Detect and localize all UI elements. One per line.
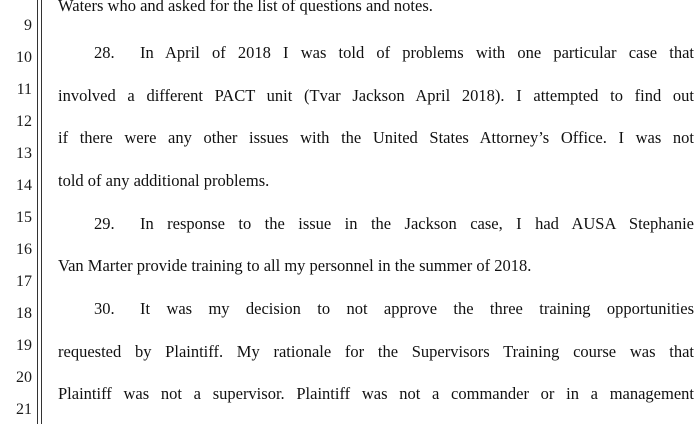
paragraph-30-first-line [58, 299, 694, 319]
margin-rule-inner [41, 0, 42, 424]
body-text-line: if there were any other issues with the United States Attorney’s Office. I was not [58, 128, 694, 147]
body-text-line: Plaintiff was not a supervisor. Plaintiff was not a commander or in a management [58, 384, 694, 403]
line-number: 21 [16, 401, 32, 418]
paragraph-number: 30. [94, 299, 115, 318]
body-text-line: involved a different PACT unit (Tvar Jackson April 2018). I attempted to find out [58, 86, 694, 105]
line-number: 16 [16, 241, 32, 258]
paragraph-29-first-line [58, 214, 694, 234]
line-number: 15 [16, 209, 32, 226]
body-text-line: Waters who and asked for the list of questions and notes. [58, 0, 433, 15]
line-number: 11 [16, 81, 32, 98]
line-number: 10 [16, 49, 32, 66]
body-text-line: requested by Plaintiff. My rationale for the Supervisors Training course was that [58, 342, 694, 361]
paragraph-number: 28. [94, 43, 115, 62]
line-number: 18 [16, 305, 32, 322]
line-number: 12 [16, 113, 32, 130]
line-number: 19 [16, 337, 32, 354]
line-number: 14 [16, 177, 32, 194]
body-text-line: told of any additional problems. [58, 171, 270, 190]
body-text: It was my decision to not approve the three training opportunities [140, 299, 694, 318]
body-text: In April of 2018 I was told of problems with one particular case that [140, 43, 694, 62]
line-number: 9 [24, 17, 32, 34]
body-text: In response to the issue in the Jackson case, I had AUSA Stephanie [140, 214, 694, 233]
body-text-line: Van Marter provide training to all my personnel in the summer of 2018. [58, 256, 532, 275]
paragraph-number: 29. [94, 214, 115, 233]
line-number: 13 [16, 145, 32, 162]
line-number: 20 [16, 369, 32, 386]
margin-rule-outer [37, 0, 38, 424]
line-number: 17 [16, 273, 32, 290]
paragraph-28-first-line [58, 43, 694, 63]
